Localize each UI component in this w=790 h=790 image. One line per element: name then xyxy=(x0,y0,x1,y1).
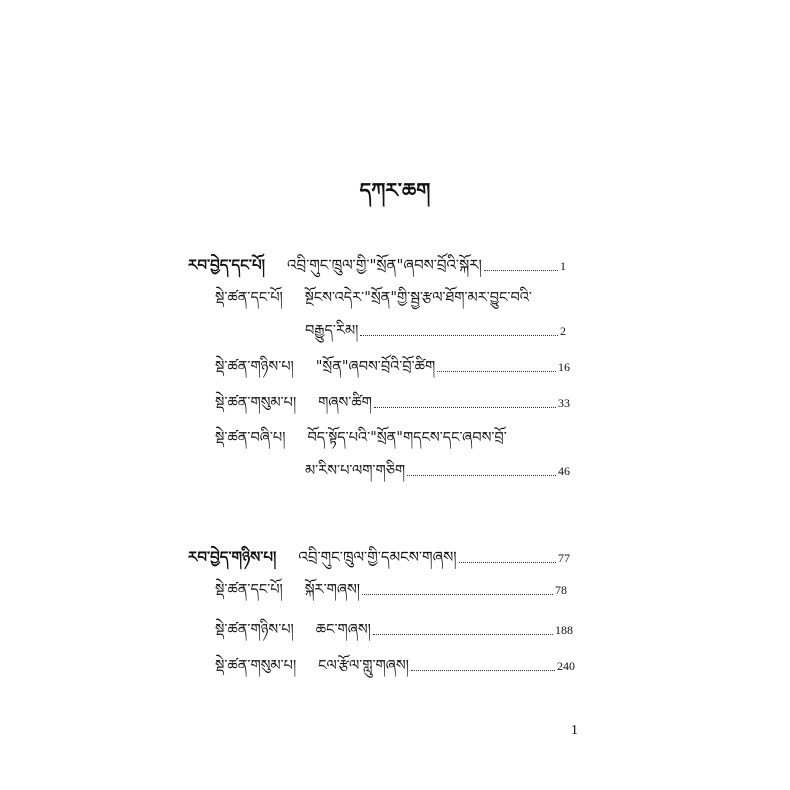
chapter-title: བོད་སྟོད་པའི་"སྲོན"གདངས་དང་ཞབས་བྲོ་ xyxy=(307,430,507,446)
toc-chapter-1-4[interactable] xyxy=(215,428,515,448)
toc-chapter-1-4-cont[interactable] xyxy=(305,461,570,481)
toc-chapter-2-1[interactable] xyxy=(215,580,567,600)
part-label: རབ་བྱེད་དང་པོ། xyxy=(188,256,265,274)
toc-chapter-1-2[interactable] xyxy=(215,357,570,377)
chapter-label: སྡེ་ཚན་དང་པོ། xyxy=(215,582,283,598)
chapter-title: གཞས་ཚིག xyxy=(318,395,372,411)
chapter-title: "སྲོན"ཞབས་བྲོའི་བྲོ་ཚིག xyxy=(315,359,436,375)
leader-dots xyxy=(373,633,553,635)
leader-dots xyxy=(437,370,556,372)
page-number: 46 xyxy=(558,464,570,478)
toc-part-2[interactable] xyxy=(188,547,570,568)
chapter-label: སྡེ་ཚན་གསུམ་པ། xyxy=(215,395,297,411)
page-number: 77 xyxy=(558,551,570,565)
page-number: 240 xyxy=(557,659,575,673)
chapter-title: ཆང་གཞས། xyxy=(315,622,371,638)
chapter-label: སྡེ་ཚན་གསུམ་པ། xyxy=(215,658,297,674)
chapter-label: སྡེ་ཚན་གཉིས་པ། xyxy=(215,359,294,375)
leader-dots xyxy=(360,334,558,336)
page-folio-number: 1 xyxy=(571,723,578,738)
chapter-title: ངལ་རྩོལ་གླུ་གཞས། xyxy=(318,658,409,674)
page-number: 188 xyxy=(555,623,573,637)
page-number: 16 xyxy=(558,360,570,374)
chapter-title-continued: མ་རིས་པ་ལག་གཅིག xyxy=(305,463,406,479)
page-number: 1 xyxy=(560,259,566,273)
toc-chapter-1-1-cont[interactable] xyxy=(305,321,566,341)
part-title: འབྲི་གུང་ཁྲུལ་གྱི་"སྲོན"ཞབས་བྲོའི་སྐོར། xyxy=(287,256,482,274)
chapter-label: སྡེ་ཚན་གཉིས་པ། xyxy=(215,622,294,638)
chapter-title-continued: བརྒྱུད་རིམ། xyxy=(305,323,359,339)
chapter-label: སྡེ་ཚན་བཞི་པ། xyxy=(215,430,286,446)
chapter-title: སྐོར་གཞས། xyxy=(304,582,360,598)
leader-dots xyxy=(407,474,556,476)
chapter-title: སྔོངས་འདེར་"སྲོན"གྱི་སྦྱ་རྩལ་ཐོག་མར་བྱུང་བའི་ xyxy=(304,290,532,306)
page-title: དཀར་ཆག xyxy=(359,178,431,202)
toc-chapter-2-2[interactable] xyxy=(215,620,573,640)
leader-dots xyxy=(374,406,556,408)
leader-dots xyxy=(362,593,553,595)
page-number: 33 xyxy=(558,396,570,410)
leader-dots xyxy=(459,561,556,563)
part-title: འབྲི་གུང་ཁྲུལ་གྱི་དམངས་གཞས། xyxy=(298,548,457,566)
toc-part-1[interactable] xyxy=(188,255,566,276)
leader-dots xyxy=(484,269,558,271)
toc-chapter-1-3[interactable] xyxy=(215,393,570,413)
leader-dots xyxy=(411,669,555,671)
toc-chapter-1-1[interactable] xyxy=(215,288,532,308)
part-label: རབ་བྱེད་གཉིས་པ། xyxy=(188,548,277,566)
page-number: 2 xyxy=(560,324,566,338)
toc-chapter-2-3[interactable] xyxy=(215,656,575,676)
chapter-label: སྡེ་ཚན་དང་པོ། xyxy=(215,290,283,306)
page-number: 78 xyxy=(555,583,567,597)
